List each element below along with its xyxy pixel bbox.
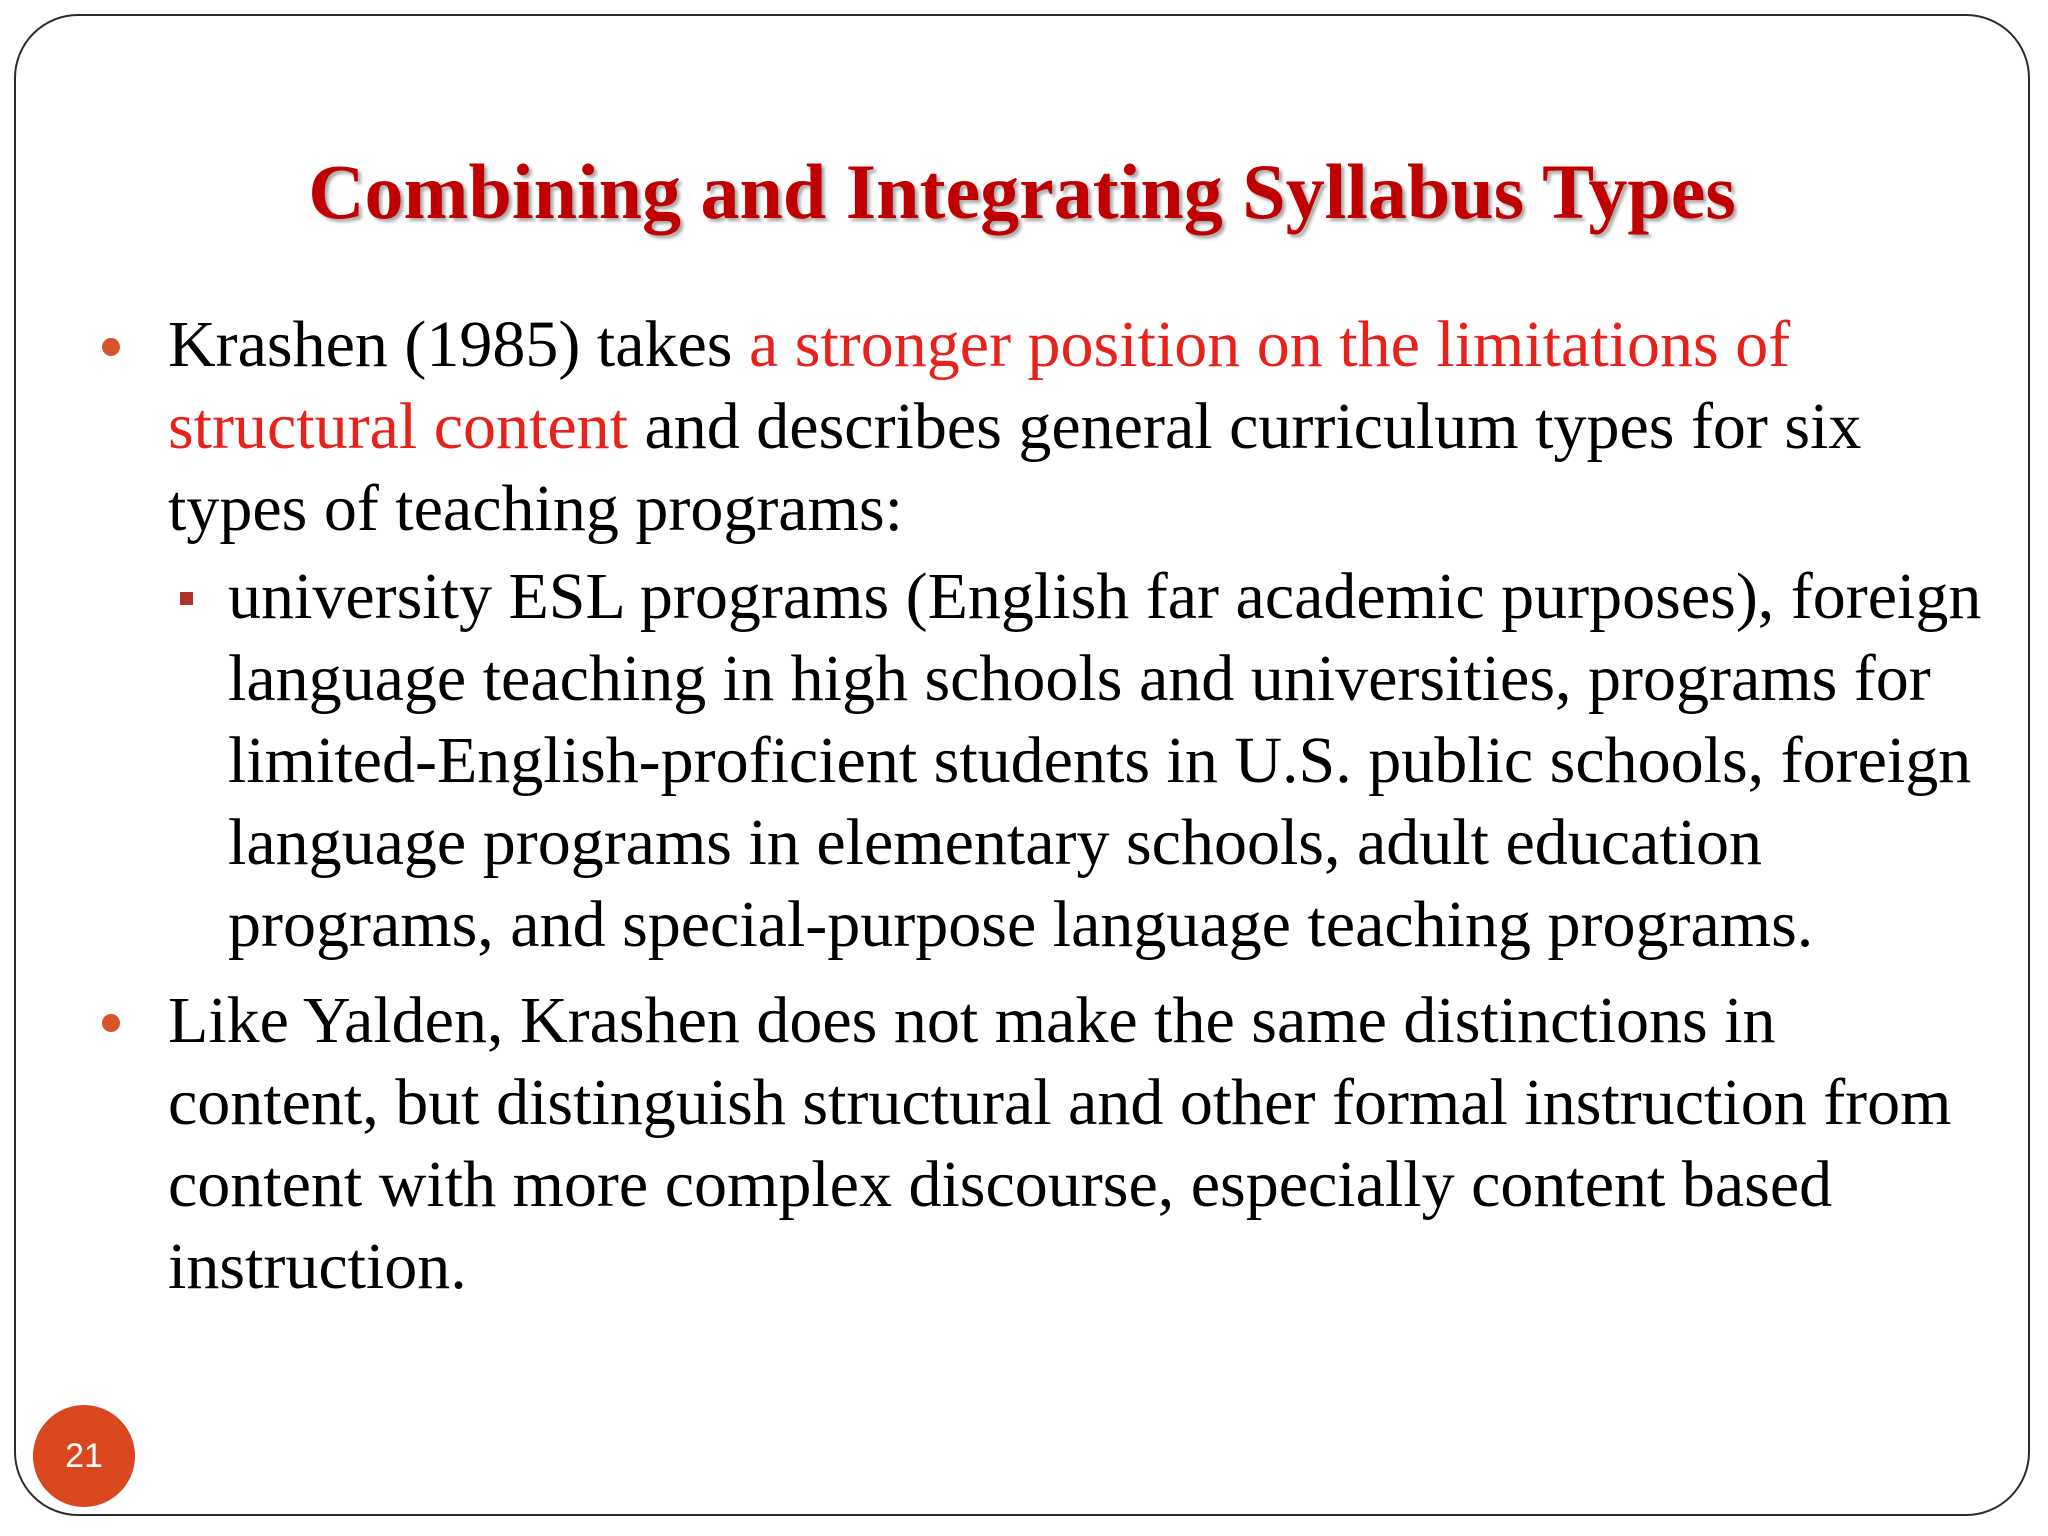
bullet-krashen	[98, 304, 1998, 550]
page-number-badge: 21	[33, 1405, 135, 1507]
slide-body	[98, 304, 1998, 1314]
bullet-text-pre: Krashen (1985) takes	[168, 308, 749, 381]
slide-title: Combining and Integrating Syllabus Types	[308, 148, 1736, 235]
slide	[14, 14, 2030, 1516]
bullet-yalden	[98, 980, 1998, 1308]
bullet-text-highlight: a stronger position on the limitations of structural content	[168, 308, 1791, 463]
bullet-text: Like Yalden, Krashen does not make the same distinctions in content, but distinguish structural and other formal instruction from content with more complex discourse, especially content based instruction.	[168, 984, 1952, 1303]
sub-bullet-square-icon	[180, 592, 193, 605]
bullet-text-post: and describes general curriculum types for six types of teaching programs:	[168, 390, 1862, 545]
bullet-dot-icon	[102, 1014, 120, 1032]
sub-bullet-text: university ESL programs (English far academic purposes), foreign language teaching in high schools and universities, programs for limited-English-proficient students in U.S. public schools, foreign language programs in elementary schools, adult education programs, and special-purpose language teaching programs.	[228, 560, 1982, 961]
sub-bullet-programs	[98, 556, 1998, 966]
bullet-dot-icon	[102, 338, 120, 356]
